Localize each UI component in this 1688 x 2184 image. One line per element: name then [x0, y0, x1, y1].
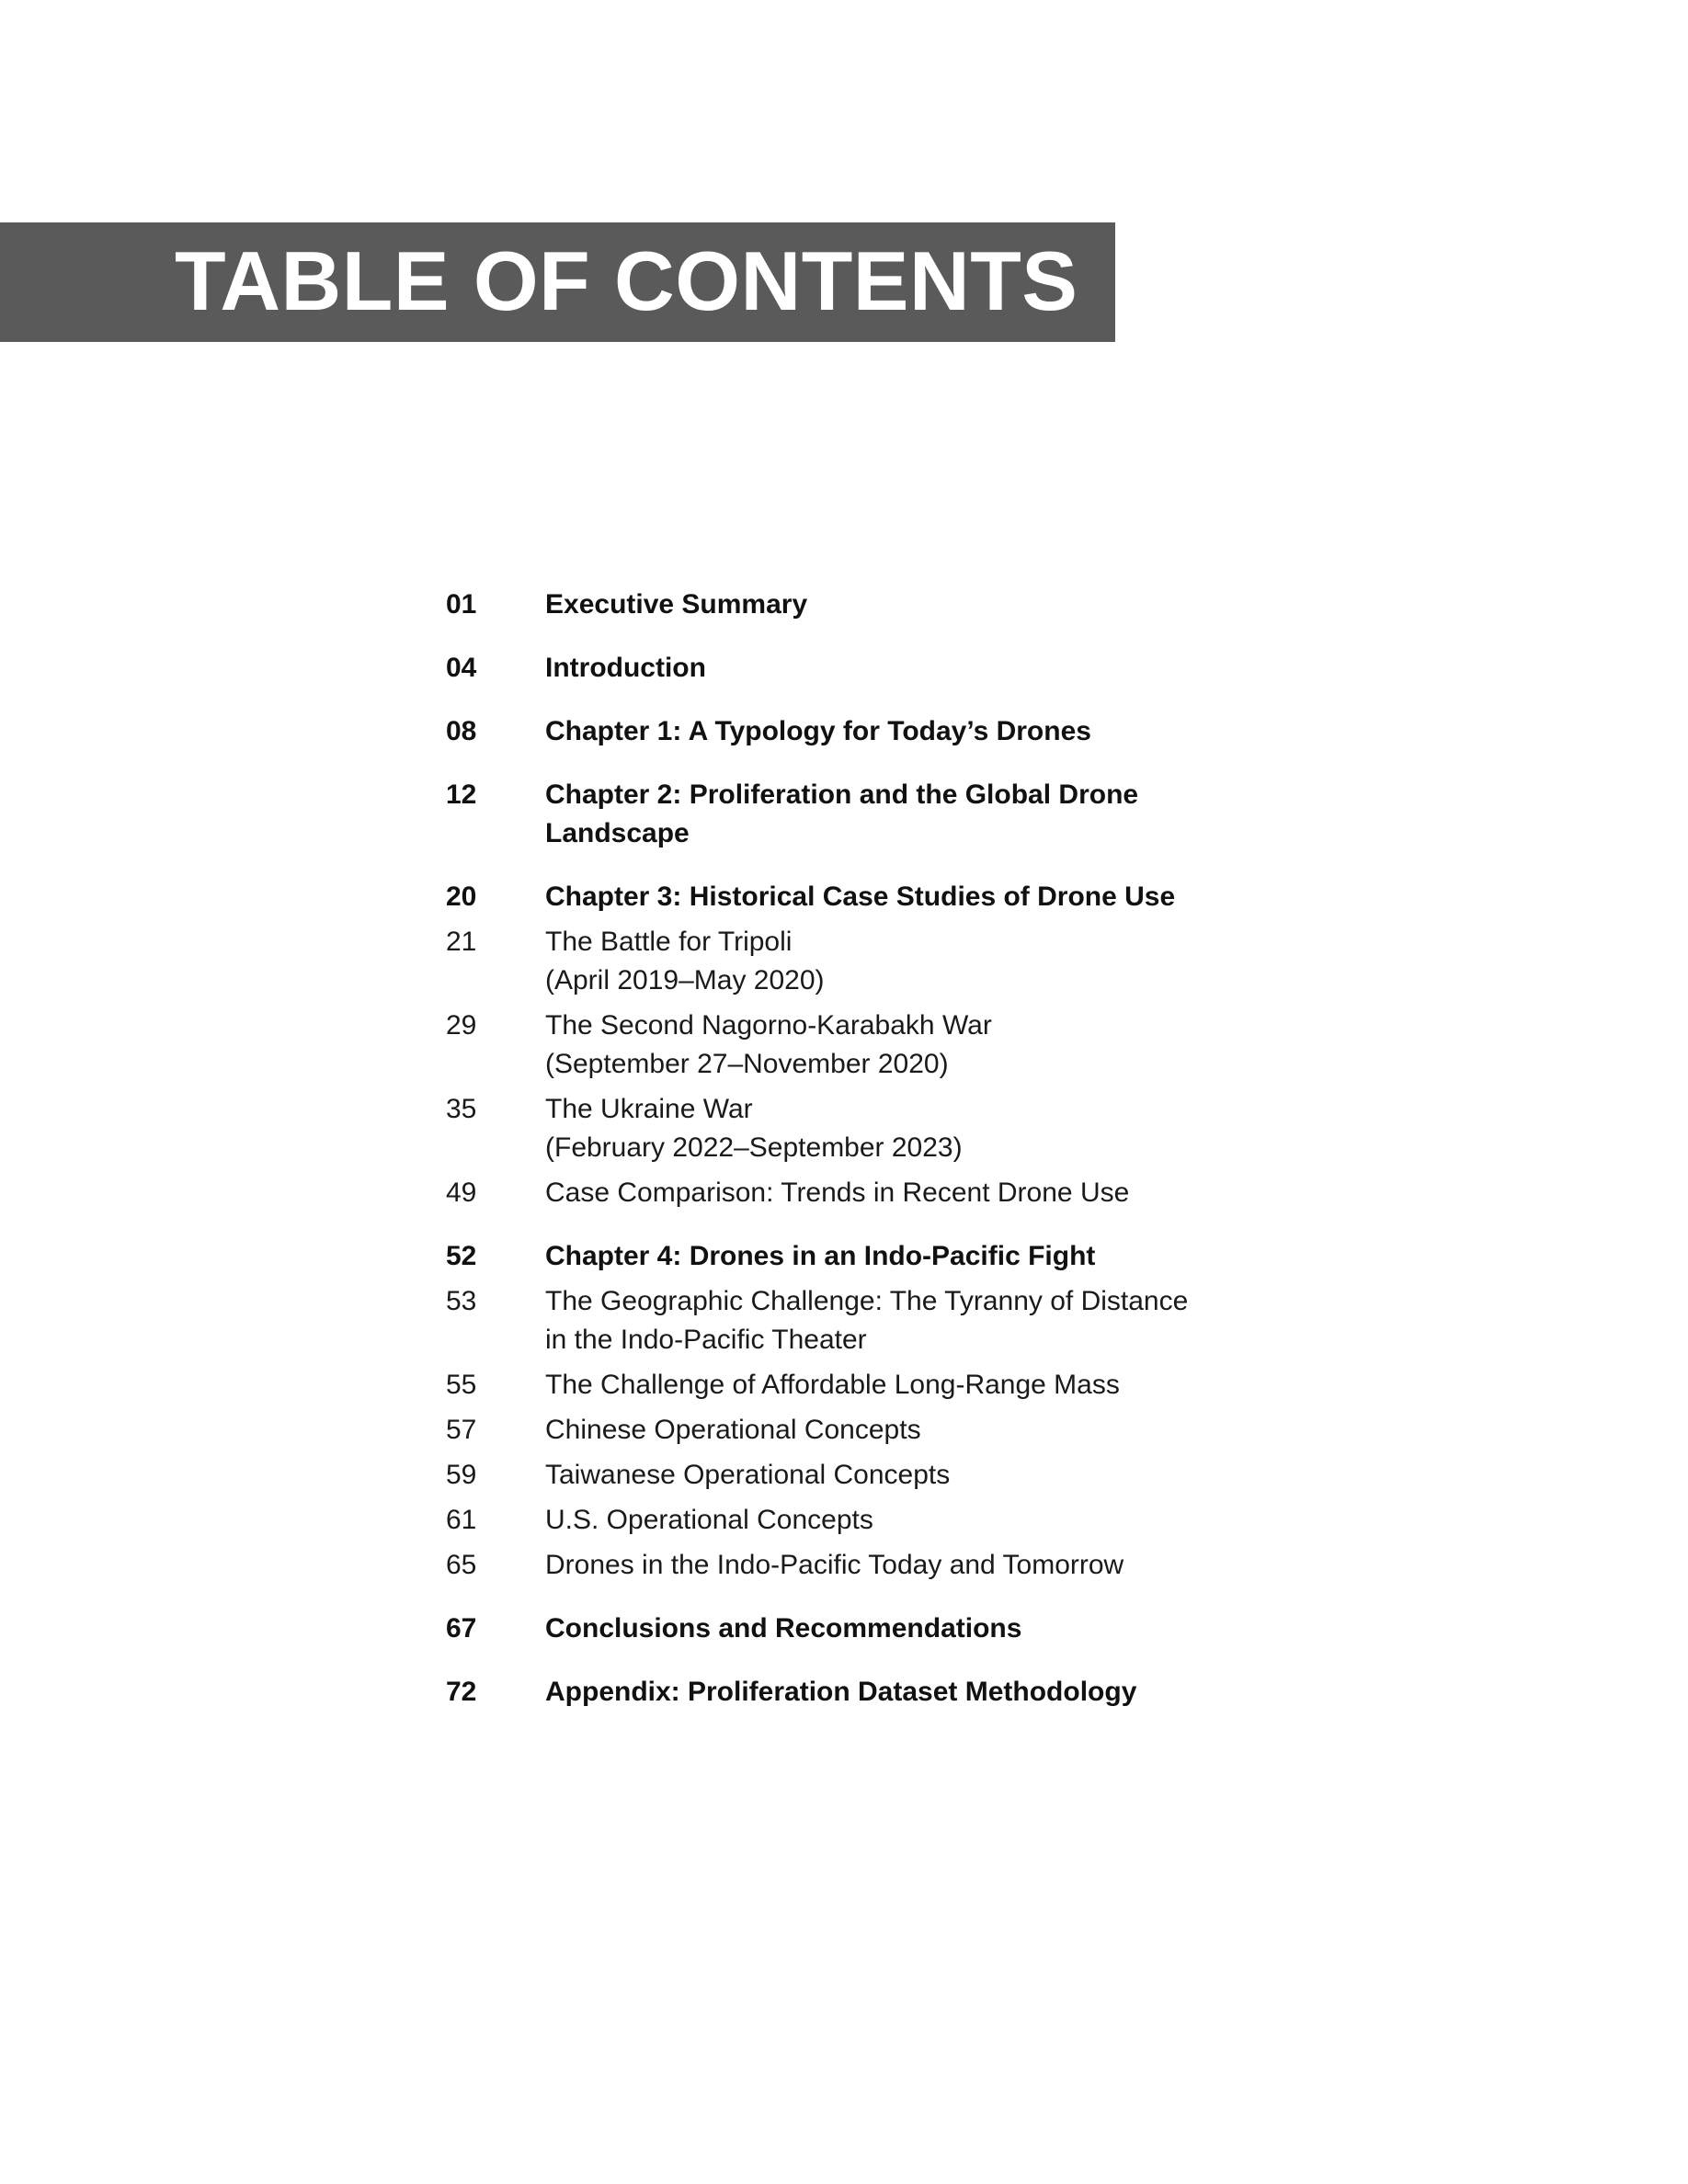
toc-entry-title: Taiwanese Operational Concepts [545, 1460, 951, 1490]
toc-section-entry[interactable] [446, 1546, 1365, 1585]
toc-page-number: 12 [446, 779, 477, 810]
toc-section-entry[interactable] [446, 1501, 1365, 1540]
toc-section-entry[interactable] [446, 1282, 1365, 1359]
toc-section-entry[interactable] [446, 923, 1365, 1000]
toc-section-entry[interactable] [446, 1174, 1365, 1212]
toc-entry-title: Chapter 3: Historical Case Studies of Drone Use [545, 882, 1176, 912]
toc-entry-title: Conclusions and Recommendations [545, 1613, 1022, 1644]
toc-page-number: 35 [446, 1094, 477, 1124]
toc-page-number: 08 [446, 716, 477, 746]
table-of-contents [446, 586, 1365, 1712]
toc-page-number: 67 [446, 1613, 477, 1644]
toc-entry-title: Introduction [545, 653, 706, 683]
toc-entry-title: Drones in the Indo-Pacific Today and Tomorrow [545, 1550, 1124, 1580]
toc-page-number: 59 [446, 1460, 477, 1490]
toc-page-number: 21 [446, 927, 477, 957]
toc-page-number: 53 [446, 1286, 477, 1316]
toc-entry-title: Chapter 4: Drones in an Indo-Pacific Fight [545, 1241, 1096, 1271]
toc-entry-title: The Second Nagorno-Karabakh War (September 27–November 2020) [545, 1010, 992, 1079]
title-banner [0, 222, 1115, 342]
toc-chapter-entry[interactable] [446, 1610, 1365, 1648]
toc-page-number: 49 [446, 1177, 477, 1208]
toc-chapter-entry[interactable] [446, 649, 1365, 688]
toc-entry-title: Chinese Operational Concepts [545, 1415, 921, 1445]
toc-page-number: 65 [446, 1550, 477, 1580]
toc-entry-title: The Challenge of Affordable Long-Range Mass [545, 1370, 1120, 1400]
toc-section-entry[interactable] [446, 1007, 1365, 1084]
toc-page-number: 57 [446, 1415, 477, 1445]
toc-entry-title: Executive Summary [545, 589, 808, 620]
toc-entry-title: The Ukraine War (February 2022–September 2023) [545, 1094, 963, 1163]
toc-page-number: 01 [446, 589, 477, 620]
toc-section-entry[interactable] [446, 1456, 1365, 1495]
toc-page-number: 55 [446, 1370, 477, 1400]
toc-entry-title: U.S. Operational Concepts [545, 1505, 873, 1535]
toc-section-entry[interactable] [446, 1366, 1365, 1405]
toc-page-number: 61 [446, 1505, 477, 1535]
toc-entry-title: Chapter 1: A Typology for Today’s Drones [545, 716, 1091, 746]
toc-entry-title: Appendix: Proliferation Dataset Methodology [545, 1677, 1137, 1707]
toc-chapter-entry[interactable] [446, 1673, 1365, 1712]
toc-entry-title: The Battle for Tripoli (April 2019–May 2020) [545, 927, 825, 995]
toc-chapter-entry[interactable] [446, 586, 1365, 624]
toc-page-number: 20 [446, 882, 477, 912]
toc-page-number: 72 [446, 1677, 477, 1707]
toc-entry-title: Case Comparison: Trends in Recent Drone Use [545, 1177, 1130, 1208]
toc-section-entry[interactable] [446, 1411, 1365, 1450]
toc-section-entry[interactable] [446, 1090, 1365, 1167]
toc-page-number: 52 [446, 1241, 477, 1271]
page-title: TABLE OF CONTENTS [175, 235, 1078, 328]
toc-page-number: 04 [446, 653, 477, 683]
toc-entry-title: The Geographic Challenge: The Tyranny of Distance in the Indo-Pacific Theater [545, 1286, 1189, 1355]
toc-chapter-entry[interactable] [446, 712, 1365, 751]
toc-chapter-entry[interactable] [446, 1237, 1365, 1276]
toc-page-number: 29 [446, 1010, 477, 1041]
toc-entry-title: Chapter 2: Proliferation and the Global Drone Landscape [545, 779, 1139, 848]
toc-chapter-entry[interactable] [446, 878, 1365, 916]
toc-chapter-entry[interactable] [446, 776, 1365, 853]
